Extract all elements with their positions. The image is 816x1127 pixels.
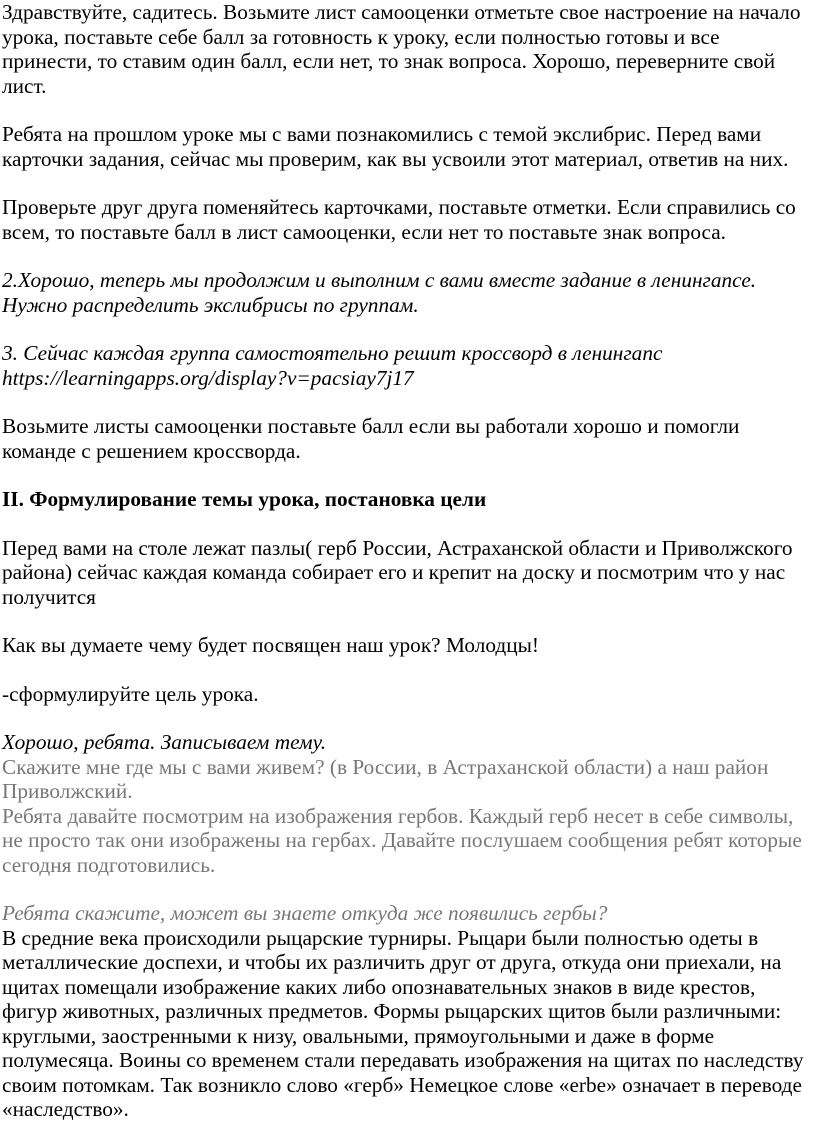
paragraph-history: В средние века происходили рыцарские турниры. Рыцари были полностью одеты в металлические доспехи, и чтобы их различить друг от друга, откуда они приехали, на щитах помещали изображение каких либо опознавательных знаков в виде крестов, фигур животных, различных предметов. Формы рыцарских щитов были различными: круглыми, заостренными к низу, овальными, прямоугольными и даже в форме полумесяца. Воины со временем стали передавать изображения на щитах по наследству своим потомкам. Так возникло слово «герб» Немецкое слове «erbe» означает в переводе «наследство». (2, 925, 804, 1121)
paragraph-origin-question: Ребята скажите, может вы знаете откуда же появились гербы? (2, 901, 608, 925)
paragraph-self-assessment: Возьмите листы самооценки поставьте балл если вы работали хорошо и помогли команде с решением кроссворда. (2, 414, 740, 463)
paragraph-coats-of-arms: Ребята давайте посмотрим на изображения гербов. Каждый герб несет в себе символы, не просто так они изображены на гербах. Давайте послушаем сообщения ребят которые сегодня подготовились. (2, 803, 802, 877)
paragraph-peer-check: Проверьте друг друга поменяйтесь карточками, поставьте отметки. Если справились со всем, то поставьте балл в лист самооценки, если нет то поставьте знак вопроса. (2, 195, 796, 244)
paragraph-where-we-live: Скажите мне где мы с вами живем? (в России, в Астраханской области) а наш район Приволжский. (2, 754, 769, 803)
paragraph-write-topic: Хорошо, ребята. Записываем тему. (2, 730, 327, 754)
paragraph-task-3: 3. Сейчас каждая группа самостоятельно решит кроссворд в ленингапс https://learningapps.org/display?v=pacsiay7j17 (2, 341, 663, 390)
paragraph-greeting: Здравствуйте, садитесь. Возьмите лист самооценки отметьте свое настроение на начало урока, поставьте себе балл за готовность к уроку, если полностью готовы и все принести, то ставим один балл, если нет, то знак вопроса. Хорошо, переверните свой лист. (2, 0, 801, 98)
paragraph-previous-lesson: Ребята на прошлом уроке мы с вами познакомились с темой экслибрис. Перед вами карточки задания, сейчас мы проверим, как вы усвоили этот материал, ответив на них. (2, 122, 789, 171)
paragraph-task-2: 2.Хорошо, теперь мы продолжим и выполним с вами вместе задание в ленингапсе. Нужно распределить экслибрисы по группам. (2, 268, 757, 317)
paragraph-question: Как вы думаете чему будет посвящен наш урок? Молодцы! (2, 633, 540, 657)
section-heading: II. Формулирование темы урока, постановка цели (2, 487, 487, 511)
paragraph-formulate-goal: -сформулируйте цель урока. (2, 681, 259, 706)
paragraph-puzzles: Перед вами на столе лежат пазлы( герб России, Астраханской области и Приволжского района) сейчас каждая команда собирает его и крепит на доску и посмотрим что у нас получится (2, 535, 793, 609)
